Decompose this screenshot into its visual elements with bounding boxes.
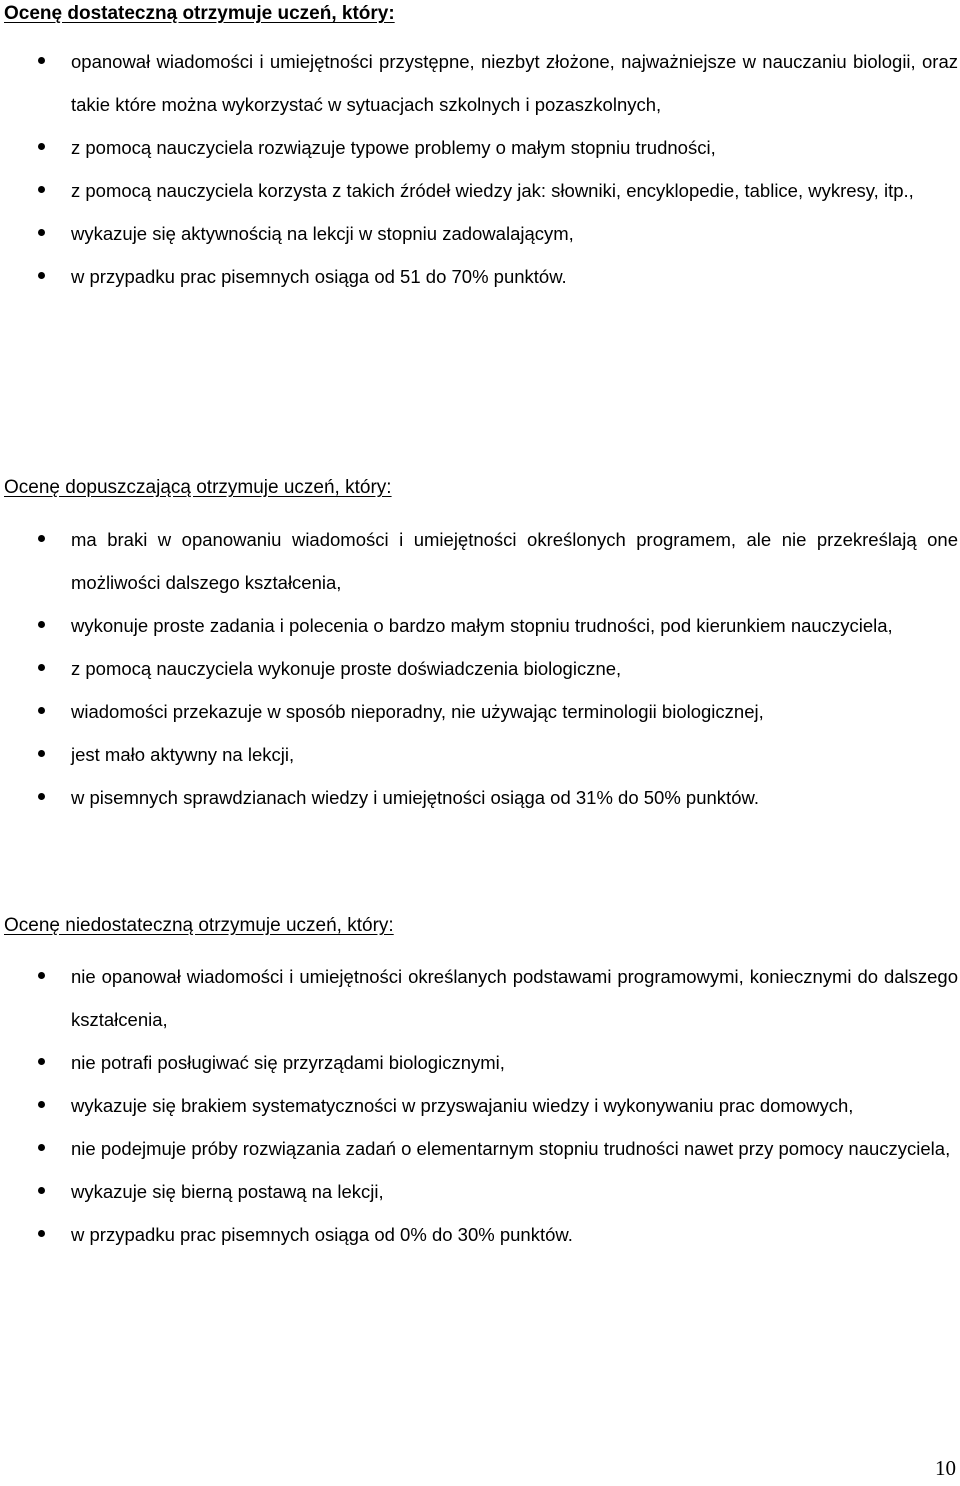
bullet-icon — [38, 143, 45, 150]
criteria-list — [0, 40, 960, 298]
list-item-text: z pomocą nauczyciela wykonuje proste doświadczenia biologiczne, — [71, 658, 622, 679]
section-grade-insufficient — [0, 914, 960, 1245]
bullet-icon — [38, 535, 45, 542]
bullet-icon — [38, 229, 45, 236]
list-item — [0, 1170, 960, 1213]
bullet-icon — [38, 186, 45, 193]
list-item-text: z pomocą nauczyciela rozwiązuje typowe problemy o małym stopniu trudności, — [71, 137, 716, 158]
list-item — [0, 1127, 960, 1170]
bullet-icon — [38, 1101, 45, 1108]
list-item — [0, 169, 960, 212]
bullet-icon — [38, 1144, 45, 1151]
list-item-text: nie potrafi posługiwać się przyrządami biologicznymi, — [71, 1052, 505, 1073]
list-item-text: jest mało aktywny na lekcji, — [71, 744, 295, 765]
list-item — [0, 955, 960, 1041]
list-item — [0, 604, 960, 647]
bullet-icon — [38, 272, 45, 279]
list-item — [0, 1213, 960, 1256]
list-item-text: wykonuje proste zadania i polecenia o bardzo małym stopniu trudności, pod kierunkiem nauczyciela, — [71, 615, 893, 636]
list-item — [0, 1041, 960, 1084]
section-heading: Ocenę niedostateczną otrzymuje uczeń, który: — [4, 915, 394, 936]
bullet-icon — [38, 57, 45, 64]
list-item-text: wiadomości przekazuje w sposób nieporadny, nie używając terminologii biologicznej, — [71, 701, 764, 722]
criteria-list — [0, 518, 960, 819]
list-item-text: nie opanował wiadomości i umiejętności określanych podstawami programowymi, koniecznymi do dalszego kształcenia, — [71, 966, 958, 1030]
list-item — [0, 518, 960, 604]
list-item — [0, 776, 960, 819]
bullet-icon — [38, 1187, 45, 1194]
list-item — [0, 126, 960, 169]
list-item — [0, 40, 960, 126]
section-heading: Ocenę dostateczną otrzymuje uczeń, który: — [4, 3, 395, 24]
list-item — [0, 255, 960, 298]
list-item — [0, 212, 960, 255]
bullet-icon — [38, 707, 45, 714]
list-item-text: w pisemnych sprawdzianach wiedzy i umiejętności osiąga od 31% do 50% punktów. — [71, 787, 759, 808]
bullet-icon — [38, 972, 45, 979]
section-grade-sufficient — [0, 476, 960, 808]
list-item-text: nie podejmuje próby rozwiązania zadań o elementarnym stopniu trudności nawet przy pomocy nauczyciela, — [71, 1138, 951, 1159]
bullet-icon — [38, 664, 45, 671]
list-item-text: ma braki w opanowaniu wiadomości i umiejętności określonych programem, ale nie przekreślają one możliwości dalszego kształcenia, — [71, 529, 958, 593]
list-item-text: z pomocą nauczyciela korzysta z takich źródeł wiedzy jak: słowniki, encyklopedie, tablice, wykresy, itp., — [71, 180, 914, 201]
list-item — [0, 647, 960, 690]
list-item-text: w przypadku prac pisemnych osiąga od 51 do 70% punktów. — [71, 266, 567, 287]
list-item — [0, 733, 960, 776]
list-item-text: opanował wiadomości i umiejętności przystępne, niezbyt złożone, najważniejsze w nauczaniu biologii, oraz takie które można wykorzystać w sytuacjach szkolnych i pozaszkolnych, — [71, 51, 958, 115]
bullet-icon — [38, 793, 45, 800]
bullet-icon — [38, 750, 45, 757]
bullet-icon — [38, 1058, 45, 1065]
list-item — [0, 690, 960, 733]
list-item-text: w przypadku prac pisemnych osiąga od 0% do 30% punktów. — [71, 1224, 573, 1245]
section-heading: Ocenę dopuszczającą otrzymuje uczeń, który: — [4, 477, 392, 498]
list-item-text: wykazuje się brakiem systematyczności w przyswajaniu wiedzy i wykonywaniu prac domowych, — [71, 1095, 854, 1116]
bullet-icon — [38, 621, 45, 628]
page-number: 10 — [935, 1456, 956, 1480]
list-item — [0, 1084, 960, 1127]
criteria-list — [0, 955, 960, 1256]
bullet-icon — [38, 1230, 45, 1237]
list-item-text: wykazuje się aktywnością na lekcji w stopniu zadowalającym, — [71, 223, 574, 244]
list-item-text: wykazuje się bierną postawą na lekcji, — [71, 1181, 384, 1202]
